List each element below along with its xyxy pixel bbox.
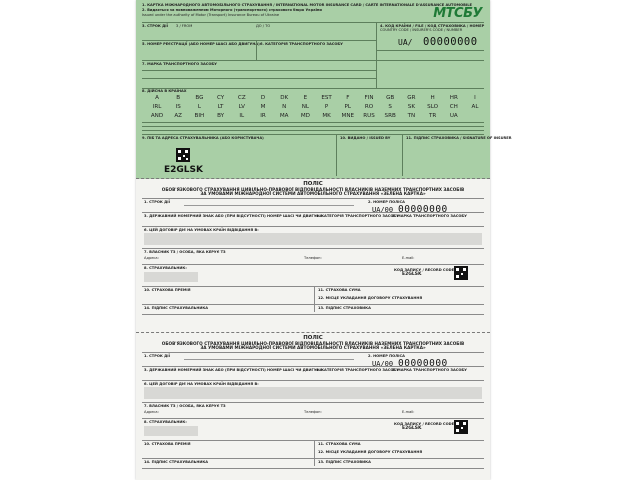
polis-qr-code <box>454 266 468 280</box>
polis-phone-label: Телефон: <box>304 410 322 414</box>
country-code: MA <box>279 113 289 119</box>
country-code: B <box>176 95 181 101</box>
country-code: GB <box>386 95 395 101</box>
polis-sum-label: 11. СТРАХОВА СУМА <box>318 442 361 446</box>
polis-phone-label: Телефон: <box>304 256 322 260</box>
polis-ua-code: UA/00 <box>372 206 394 214</box>
country-code: M <box>260 104 266 110</box>
card-title-line1: 1. КАРТКА МІЖНАРОДНОГО АВТОМОБІЛЬНОГО СТРАХУВАННЯ / INTERNATIONAL MOTOR INSURANCE CARD / CARTE INTERNATIONALE D'ASSURANCE AUTOMOBILE <box>142 3 472 7</box>
polis-premium-label: 10. СТРАХОВА ПРЕМІЯ <box>144 288 191 292</box>
country-code: P <box>324 104 329 110</box>
countries-text-block <box>144 387 482 399</box>
polis-number-label: 2. НОМЕР ПОЛІСА <box>368 200 405 204</box>
card-period-to: ДО / TO <box>256 24 271 28</box>
country-code: PL <box>344 104 352 110</box>
polis-title: ПОЛІС <box>303 181 323 187</box>
country-code: IRL <box>152 104 162 110</box>
country-code: MK <box>322 113 331 119</box>
country-code: I <box>474 95 476 101</box>
polis-make-label: 5. МАРКА ТРАНСПОРТНОГО ЗАСОБУ <box>392 214 467 218</box>
polis-subtitle2: ЗА УМОВАМИ МІЖНАРОДНОЇ СИСТЕМИ АВТОМОБІЛЬНОГО СТРАХУВАННЯ «ЗЕЛЕНА КАРТКА» <box>200 191 426 196</box>
country-code: A <box>155 95 159 101</box>
polis-category-label: 4. КАТЕГОРІЯ ТРАНСПОРТНОГО ЗАСОБУ <box>316 368 399 372</box>
country-code: D <box>260 95 266 101</box>
country-code: E <box>303 95 308 101</box>
polis-insured-label: 8. СТРАХУВАЛЬНИК: <box>144 420 187 424</box>
card-country-sub: COUNTRY CODE / INSURER'S CODE / NUMBER <box>380 28 463 32</box>
country-code: SLO <box>427 104 439 110</box>
country-code: FIN <box>364 95 374 101</box>
country-code: IL <box>239 113 245 119</box>
country-code: BG <box>195 95 204 101</box>
country-code: AZ <box>174 113 183 119</box>
country-code: RUS <box>363 113 375 119</box>
polis-category-label: 4. КАТЕГОРІЯ ТРАНСПОРТНОГО ЗАСОБУ <box>316 214 399 218</box>
card-period-from: З / FROM <box>176 24 193 28</box>
country-code: NL <box>301 104 310 110</box>
country-code: BIH <box>194 113 205 119</box>
polis-ua-code: UA/00 <box>372 360 394 368</box>
countries-text-block <box>144 233 482 245</box>
polis-premium-label: 10. СТРАХОВА ПРЕМІЯ <box>144 442 191 446</box>
country-code: S <box>388 104 392 110</box>
country-code: H <box>430 95 435 101</box>
country-code: EST <box>321 95 332 101</box>
polis-subtitle: ОБОВ'ЯЗКОВОГО СТРАХУВАННЯ ЦИВІЛЬНО-ПРАВОВОЇ ВІДПОВІДАЛЬНОСТІ ВЛАСНИКІВ НАЗЕМНИХ ТРАНСПОРТНИХ ЗАСОБІВ <box>161 341 465 346</box>
country-code: MNE <box>341 113 355 119</box>
card-ua-code: UA/ <box>398 38 413 47</box>
country-code: AND <box>150 113 164 119</box>
polis-code-label: КОД ЗАПИСУ / RECORD CODE <box>394 422 455 426</box>
country-code: UA <box>449 113 458 119</box>
card-holder-label: 9. ПІБ ТА АДРЕСА СТРАХУВАЛЬНИКА (АБО КОРИСТУВАЧА) <box>142 136 264 140</box>
polis-code-label: КОД ЗАПИСУ / RECORD CODE <box>394 268 455 272</box>
polis-section-1 <box>136 180 490 330</box>
card-plate: E2GLSK <box>164 165 203 175</box>
polis-code-value: E2GLSK <box>402 426 422 431</box>
country-code: TR <box>428 113 437 119</box>
card-category-label: 6. КАТЕГОРІЯ ТРАНСПОРТНОГО ЗАСОБУ <box>260 42 343 46</box>
card-number: 00000000 <box>423 36 478 48</box>
insured-fields-block <box>144 426 198 436</box>
polis-date-label: 14. ПІДПИС СТРАХУВАЛЬНИКА <box>144 460 209 464</box>
country-code: L <box>197 104 201 110</box>
country-code: F <box>346 95 350 101</box>
polis-reg-label: 3. ДЕРЖАВНИЙ НОМЕРНИЙ ЗНАК АБО (ПРИ ВІДСУТНОСТІ) НОМЕР ШАСІ ЧИ ДВИГУНА <box>144 214 323 218</box>
polis-section-2 <box>136 334 490 480</box>
card-qr-code <box>176 148 190 162</box>
polis-owner-label: 7. ВЛАСНИК ТЗ / ОСОБА, ЯКА КЕРУЄ ТЗ <box>144 404 226 408</box>
card-signature-label: 11. ПІДПИС СТРАХОВИКА / SIGNATURE OF INSURER <box>406 136 512 140</box>
country-code: DK <box>280 95 289 101</box>
polis-sum-label: 11. СТРАХОВА СУМА <box>318 288 361 292</box>
country-code: CY <box>216 95 225 101</box>
polis-subtitle: ОБОВ'ЯЗКОВОГО СТРАХУВАННЯ ЦИВІЛЬНО-ПРАВОВОЇ ВІДПОВІДАЛЬНОСТІ ВЛАСНИКІВ НАЗЕМНИХ ТРАНСПОРТНИХ ЗАСОБІВ <box>161 187 465 192</box>
polis-number: 00000000 <box>398 204 448 215</box>
country-code: TN <box>407 113 416 119</box>
polis-code-value: E2GLSK <box>402 272 422 277</box>
polis-period-label: 1. СТРОК ДІЇ <box>144 354 170 358</box>
polis-period-label: 1. СТРОК ДІЇ <box>144 200 170 204</box>
polis-insured-label: 8. СТРАХУВАЛЬНИК: <box>144 266 187 270</box>
card-title-line3: Issued under the authority of Motor (Transport) Insurance Bureau of Ukraine <box>142 13 280 17</box>
country-code: CH <box>449 104 458 110</box>
polis-place-label: 12. МІСЦЕ УКЛАДАННЯ ДОГОВОРУ СТРАХУВАННЯ <box>318 450 423 454</box>
polis-number-label: 2. НОМЕР ПОЛІСА <box>368 354 405 358</box>
polis-date-label: 14. ПІДПИС СТРАХУВАЛЬНИКА <box>144 306 209 310</box>
country-code: GR <box>407 95 416 101</box>
country-code: LT <box>217 104 224 110</box>
polis-place-label: 12. МІСЦЕ УКЛАДАННЯ ДОГОВОРУ СТРАХУВАННЯ <box>318 296 423 300</box>
card-make-label: 7. МАРКА ТРАНСПОРТНОГО ЗАСОБУ <box>142 62 217 66</box>
country-code: SRB <box>384 113 396 119</box>
country-code: RO <box>364 104 374 110</box>
card-reg-label: 5. НОМЕР РЕЄСТРАЦІЇ (АБО НОМЕР ШАСІ АБО ДВИГУНА) <box>142 42 260 46</box>
insurance-document-sheet <box>136 0 512 480</box>
polis-countries-label: 6. ЦЕЙ ДОГОВІР ДІЄ НА УМОВАХ КРАЇН ВІДВІДАННЯ В: <box>144 382 259 386</box>
polis-countries-label: 6. ЦЕЙ ДОГОВІР ДІЄ НА УМОВАХ КРАЇН ВІДВІДАННЯ В: <box>144 228 259 232</box>
country-code: SK <box>407 104 415 110</box>
country-code: N <box>282 104 287 110</box>
polis-reg-label: 3. ДЕРЖАВНИЙ НОМЕРНИЙ ЗНАК АБО (ПРИ ВІДСУТНОСТІ) НОМЕР ШАСІ ЧИ ДВИГУНА <box>144 368 323 372</box>
polis-number: 00000000 <box>398 358 448 369</box>
country-code: CZ <box>237 95 246 101</box>
country-code: HR <box>449 95 458 101</box>
insured-fields-block <box>144 272 198 282</box>
card-issuer-label: 10. ВИДАНО / ISSUED BY <box>340 136 391 140</box>
polis-owner-label: 7. ВЛАСНИК ТЗ / ОСОБА, ЯКА КЕРУЄ ТЗ <box>144 250 226 254</box>
country-code: IS <box>175 104 181 110</box>
card-validity-label: 8. ДІЙСНА В КРАЇНАХ <box>142 89 187 93</box>
polis-sign-label: 13. ПІДПИС СТРАХОВИКА <box>318 306 371 310</box>
green-card <box>136 0 512 179</box>
polis-email-label: E-mail: <box>402 410 415 414</box>
polis-sign-label: 13. ПІДПИС СТРАХОВИКА <box>318 460 371 464</box>
polis-title: ПОЛІС <box>303 335 323 341</box>
country-code: MD <box>300 113 310 119</box>
polis-make-label: 5. МАРКА ТРАНСПОРТНОГО ЗАСОБУ <box>392 368 467 372</box>
polis-address-label: Адреса: <box>144 256 159 260</box>
card-title-line2: 2. Видається за повноваженням Моторного (транспортного) страхового бюро України <box>142 8 322 12</box>
country-code: IR <box>260 113 266 119</box>
country-code: AL <box>471 104 479 110</box>
polis-qr-code <box>454 420 468 434</box>
polis-address-label: Адреса: <box>144 410 159 414</box>
card-country-label: 4. КОД КРАЇНИ / FILE / КОД СТРАХОВИКА / НОМЕР <box>380 24 485 28</box>
polis-subtitle2: ЗА УМОВАМИ МІЖНАРОДНОЇ СИСТЕМИ АВТОМОБІЛЬНОГО СТРАХУВАННЯ «ЗЕЛЕНА КАРТКА» <box>200 345 426 350</box>
polis-email-label: E-mail: <box>402 256 415 260</box>
country-code: LV <box>238 104 245 110</box>
mtsbu-logo: МТСБУ <box>433 6 482 21</box>
country-code: BY <box>217 113 225 119</box>
card-period-label: 3. СТРОК ДІЇ <box>142 24 168 28</box>
